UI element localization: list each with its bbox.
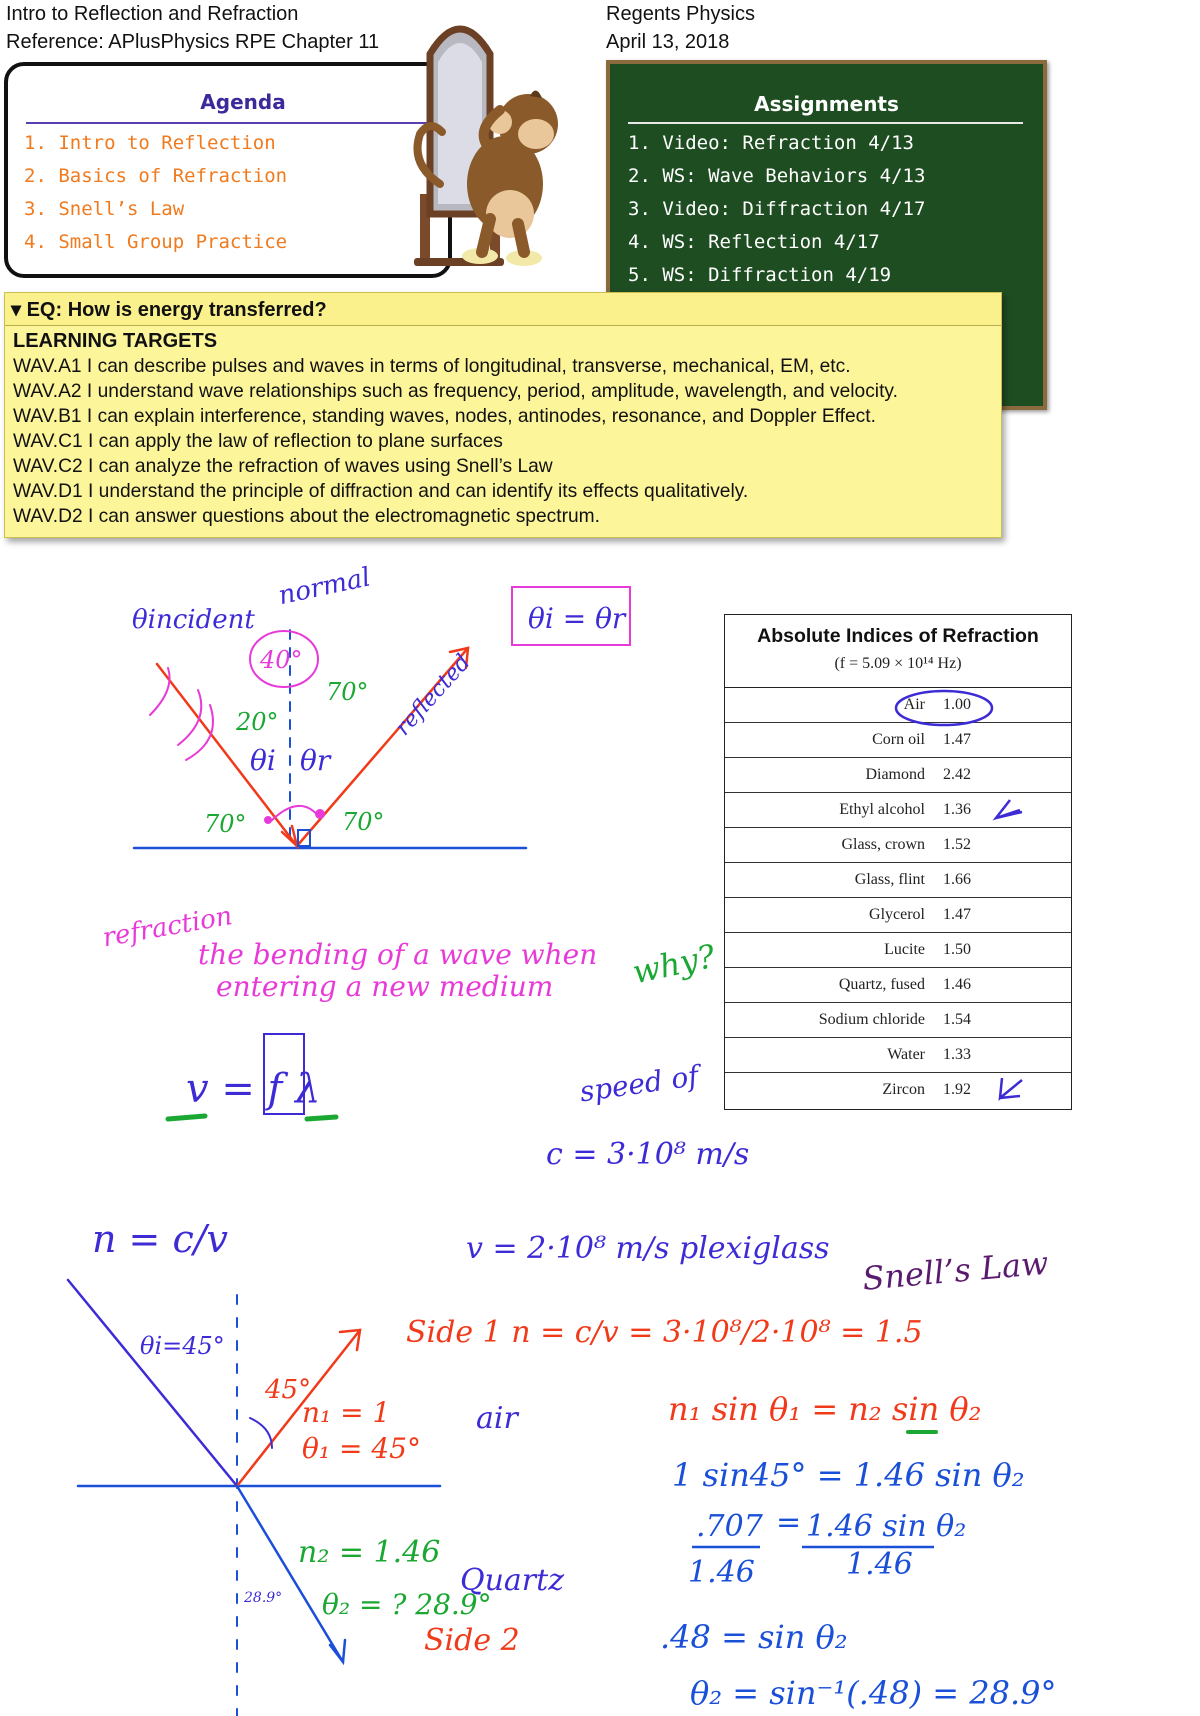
angle-70-top-label: 70° (326, 678, 369, 706)
material: Glycerol (869, 906, 925, 923)
agenda-title: Agenda (200, 90, 286, 114)
learning-target: WAV.B1 I can explain interference, standing waves, nodes, antinodes, resonance, and Doppler Effect. (13, 406, 876, 427)
learning-target: WAV.A1 I can describe pulses and waves in terms of longitudinal, transverse, mechanical, EM, etc. (13, 356, 851, 377)
index-definition: n = c/v (92, 1217, 229, 1261)
snell-step-2-equals: = (776, 1505, 802, 1540)
material: Sodium chloride (818, 1011, 925, 1028)
speed-of-label: speed of (577, 1059, 701, 1109)
snells-law-title: Snell’s Law (860, 1243, 1050, 1298)
material: Diamond (865, 766, 925, 783)
side1-calculation: Side 1 n = c/v = 3·10⁸/2·10⁸ = 1.5 (406, 1315, 923, 1350)
table-subtitle: (f = 5.09 × 10¹⁴ Hz) (834, 655, 962, 672)
index-value: 1.33 (943, 1046, 971, 1063)
lesson-date: April 13, 2018 (606, 31, 730, 53)
index-value: 1.00 (943, 696, 971, 713)
snells-law-equation: n₁ sin θ₁ = n₂ sin θ₂ (668, 1390, 982, 1428)
snell-step-2-numerator: .707 (696, 1509, 763, 1544)
assignment-item: 2. WS: Wave Behaviors 4/13 (628, 165, 926, 187)
angle-70-right-label: 70° (342, 808, 385, 836)
assignments-title: Assignments (754, 92, 899, 116)
index-value: 1.36 (943, 801, 971, 818)
learning-target: WAV.D2 I can answer questions about the electromagnetic spectrum. (13, 506, 600, 527)
snell-step-2-denominator: 1.46 (688, 1555, 755, 1590)
agenda-item: 2. Basics of Refraction (24, 165, 288, 187)
material: Air (903, 696, 925, 713)
theta-incident-label: θincident (132, 605, 255, 635)
angle-45-label: 45° (265, 1375, 312, 1405)
index-value: 1.54 (943, 1011, 971, 1028)
theta-r-label: θr (300, 744, 331, 777)
refraction-definition-line2: entering a new medium (216, 970, 554, 1003)
theta1-label: θ₁ = 45° (302, 1432, 421, 1465)
snell-step-1: 1 sin45° = 1.46 sin θ₂ (672, 1456, 1025, 1494)
snell-step-2-right-numerator: 1.46 sin θ₂ (806, 1509, 967, 1544)
angle-28-9-label: 28.9° (244, 1590, 283, 1606)
material: Glass, flint (854, 871, 925, 888)
assignment-item: 4. WS: Reflection 4/17 (628, 231, 880, 253)
material: Glass, crown (841, 836, 925, 853)
theta2-label: θ₂ = ? 28.9° (322, 1588, 492, 1621)
angle-40-label: 40° (260, 646, 303, 674)
table-title: Absolute Indices of Refraction (757, 625, 1039, 647)
index-value: 1.47 (943, 731, 971, 748)
learning-target: WAV.C1 I can apply the law of reflection to plane surfaces (13, 431, 503, 452)
plexiglass-speed: v = 2·10⁸ m/s plexiglass (466, 1231, 830, 1266)
angle-70-left-label: 70° (204, 810, 247, 838)
law-of-reflection-note: θi = θr (528, 602, 626, 635)
agenda-item: 3. Snell’s Law (24, 198, 185, 220)
assignment-item: 3. Video: Diffraction 4/17 (628, 198, 926, 220)
index-value: 1.47 (943, 906, 971, 923)
course-name: Regents Physics (606, 3, 755, 25)
agenda-item: 4. Small Group Practice (24, 231, 288, 253)
learning-targets-title: LEARNING TARGETS (13, 330, 218, 352)
speed-of-light-value: c = 3·10⁸ m/s (546, 1137, 750, 1172)
normal-label: normal (275, 562, 374, 612)
index-value: 2.42 (943, 766, 971, 783)
angle-20-label: 20° (236, 708, 279, 736)
index-value: 1.46 (943, 976, 971, 993)
refraction-word: refraction (100, 901, 235, 954)
index-value: 1.92 (943, 1081, 971, 1098)
air-circle-annotation (896, 691, 992, 725)
learning-target: WAV.D1 I understand the principle of diffraction and can identify its effects qualitatively. (13, 481, 749, 502)
theta-i-label: θi (250, 744, 276, 777)
learning-target: WAV.A2 I understand wave relationships such as frequency, period, amplitude, wavelength, and velocity. (13, 381, 898, 402)
assignment-item: 1. Video: Refraction 4/13 (628, 132, 914, 154)
snell-step-2-right-denominator: 1.46 (846, 1547, 913, 1582)
n1-label: n₁ = 1 (302, 1396, 391, 1429)
material: Corn oil (872, 731, 925, 748)
assignment-item: 5. WS: Diffraction 4/19 (628, 264, 892, 286)
reflected-label: reflected (390, 649, 476, 741)
n2-label: n₂ = 1.46 (298, 1535, 441, 1570)
refraction-definition-line1: the bending of a wave when (198, 938, 598, 971)
material: Lucite (884, 941, 925, 958)
material: Quartz, fused (838, 976, 925, 993)
arrow-icon (996, 800, 1022, 818)
wave-speed-equation: v = f λ (186, 1066, 321, 1112)
snell-step-3: .48 = sin θ₂ (660, 1618, 848, 1656)
learning-target: WAV.C2 I can analyze the refraction of waves using Snell’s Law (13, 456, 553, 477)
arrow-icon (1000, 1078, 1022, 1098)
theta-i-45-label: θi=45° (140, 1332, 225, 1360)
why-note: why? (629, 936, 719, 992)
refraction-diagram (68, 1280, 440, 1716)
index-value: 1.52 (943, 836, 971, 853)
quartz-label: Quartz (460, 1563, 565, 1598)
material: Ethyl alcohol (839, 801, 925, 818)
side2-label: Side 2 (424, 1623, 520, 1658)
material: Zircon (882, 1081, 925, 1098)
agenda-item: 1. Intro to Reflection (24, 132, 276, 154)
index-value: 1.66 (943, 871, 971, 888)
index-value: 1.50 (943, 941, 971, 958)
eq-question[interactable]: ▾ EQ: How is energy transferred? (11, 299, 327, 321)
material: Water (887, 1046, 925, 1063)
snell-step-4: θ₂ = sin⁻¹(.48) = 28.9° (690, 1674, 1057, 1712)
reference-line: Reference: APlusPhysics RPE Chapter 11 (6, 31, 380, 53)
air-label: air (476, 1401, 518, 1436)
lesson-title: Intro to Reflection and Refraction (6, 3, 299, 25)
